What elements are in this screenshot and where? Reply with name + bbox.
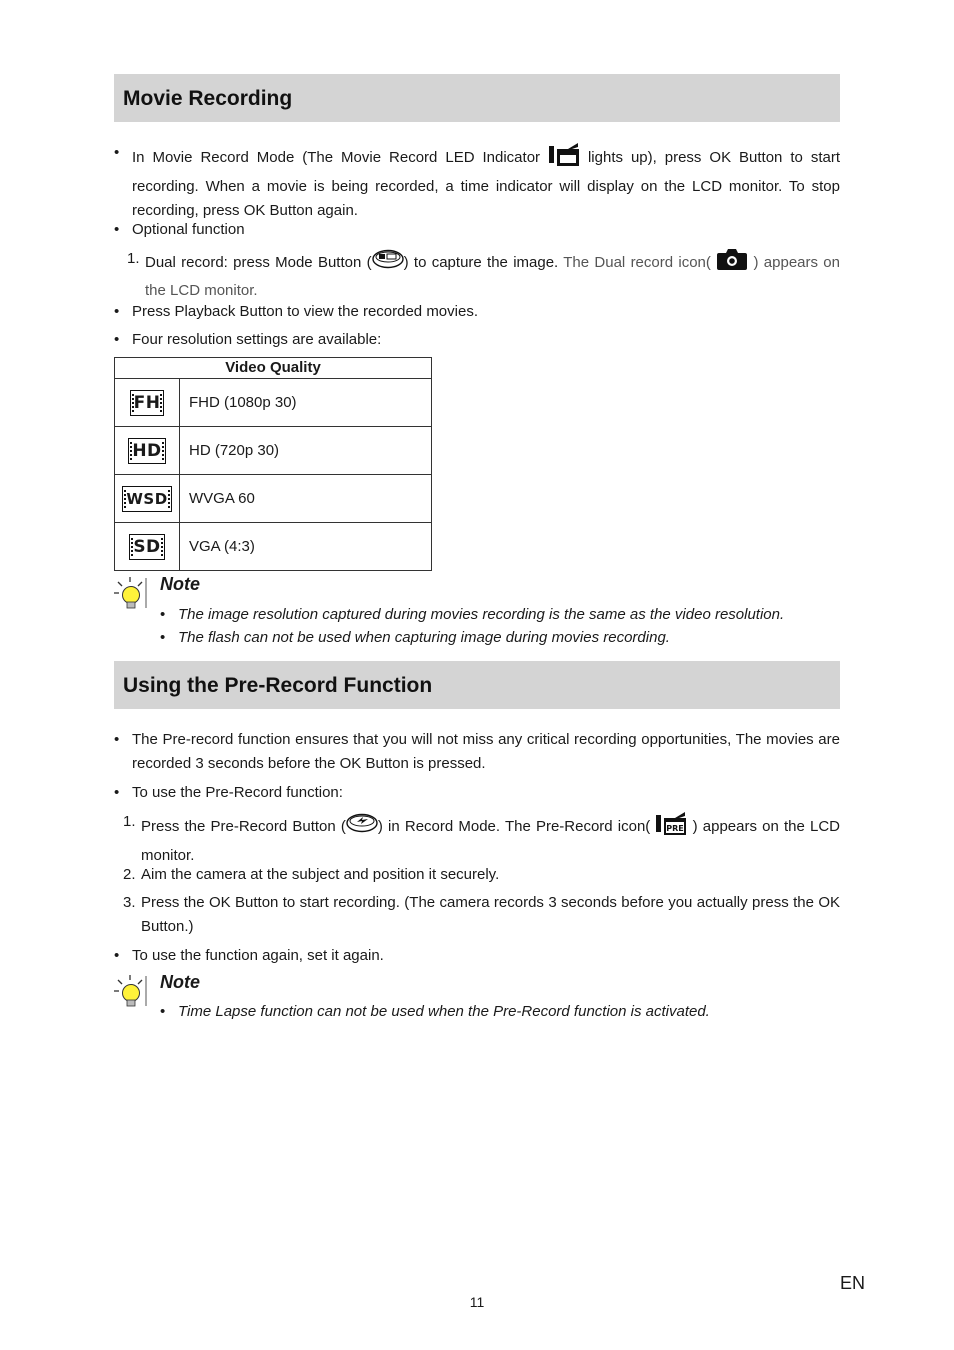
- table-header: Video Quality: [115, 358, 432, 379]
- table-row: [115, 427, 432, 475]
- table-header-row: [115, 358, 432, 379]
- table-cell: HD (720p 30): [180, 427, 432, 475]
- section-heading-movie-recording: Movie Recording: [114, 74, 840, 122]
- video-quality-table: [114, 357, 432, 571]
- prerecord-step-2: 2. Aim the camera at the subject and position it securely.: [123, 866, 500, 883]
- prerecord-bullet-3: • To use the function again, set it again.: [114, 947, 384, 964]
- prerecord-icon: [655, 810, 687, 844]
- note-item: • Time Lapse function can not be used when the Pre-Record function is activated.: [160, 1003, 710, 1020]
- lightbulb-icon: [113, 576, 147, 618]
- table-row: [115, 475, 432, 523]
- prerecord-icon-label: PRE: [666, 824, 685, 833]
- section-heading-pre-record: Using the Pre-Record Function: [114, 661, 840, 709]
- sd-resolution-icon: SD: [129, 534, 164, 560]
- note-title: Note: [160, 972, 200, 992]
- movie-bullet-3: • Press Playback Button to view the recorded movies.: [114, 303, 478, 320]
- hd-resolution-icon: HD: [128, 438, 165, 464]
- table-row: [115, 379, 432, 427]
- table-cell: WVGA 60: [180, 475, 432, 523]
- prerecord-button-icon: [346, 813, 378, 841]
- movie-bullet-2: • Optional function: [114, 221, 245, 238]
- note-item: • The image resolution captured during movies recording is the same as the video resolution.: [160, 606, 785, 623]
- prerecord-bullet-1: • The Pre-record function ensures that you will not miss any critical recording opportunities, The movies are recorded 3 seconds before the OK Button is pressed.: [114, 731, 840, 772]
- table-row: [115, 523, 432, 571]
- table-cell: FHD (1080p 30): [180, 379, 432, 427]
- movie-camera-icon: [548, 141, 580, 175]
- movie-bullet-4: • Four resolution settings are available:: [114, 331, 382, 348]
- camera-icon: [716, 247, 748, 279]
- fhd-resolution-icon: FH: [130, 390, 165, 416]
- mode-button-icon: [372, 249, 404, 277]
- note-item: • The flash can not be used when capturing image during movies recording.: [160, 629, 670, 646]
- movie-numbered-1: 1. Dual record: press Mode Button ( ) to capture the image. The Dual record icon( ) appears on the LCD monitor.: [114, 247, 840, 303]
- wsd-resolution-icon: WSD: [122, 486, 171, 512]
- prerecord-step-3: 3. Press the OK Button to start recording. (The camera records 3 seconds before you actually press the OK Button.): [123, 894, 840, 935]
- note-title: Note: [160, 574, 200, 594]
- lightbulb-icon: [113, 974, 147, 1016]
- page-number: 11: [469, 1294, 485, 1310]
- prerecord-step-1: 1. Press the Pre-Record Button ( ) in Record Mode. The Pre-Record icon( PRE ) appears on the LCD monitor.: [114, 810, 840, 868]
- table-cell: VGA (4:3): [180, 523, 432, 571]
- prerecord-bullet-2: • To use the Pre-Record function:: [114, 784, 343, 801]
- movie-bullet-1: • In Movie Record Mode (The Movie Record LED Indicator lights up), press OK Button to start recording. When a movie is being recorded, a time indicator will display on the LCD monitor. To stop recording, press OK Button again.: [114, 141, 840, 223]
- language-label: EN: [840, 1273, 866, 1293]
